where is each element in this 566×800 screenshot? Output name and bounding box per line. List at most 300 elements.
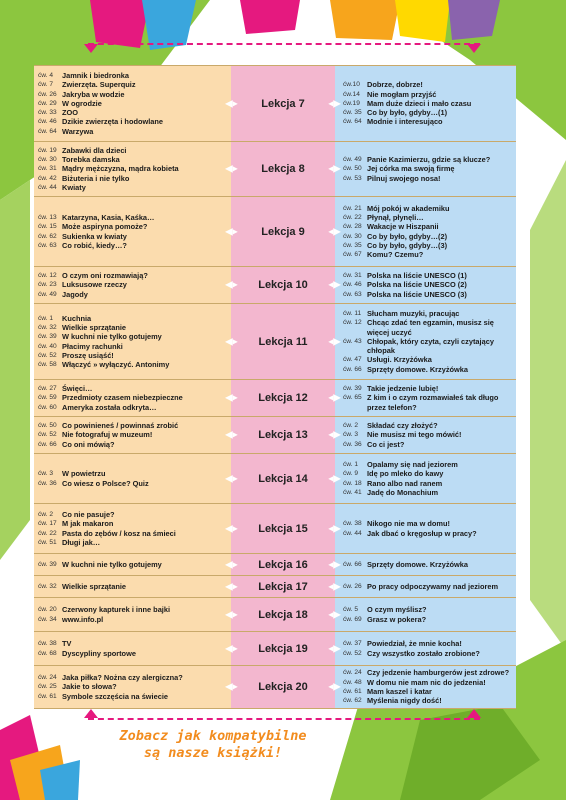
exercise-number: ćw. 66 bbox=[38, 440, 57, 448]
exercise-item bbox=[343, 241, 512, 250]
exercise-item bbox=[343, 649, 512, 658]
exercise-title: W kuchni nie tylko gotujemy bbox=[62, 559, 162, 569]
exercise-title: Pilnuj swojego nosa! bbox=[367, 173, 441, 183]
exercise-number: ćw. 58 bbox=[38, 361, 57, 369]
exercise-item bbox=[343, 393, 512, 412]
top-dashed-arrow-line bbox=[88, 43, 480, 45]
exercise-title: Płynął, płynęli… bbox=[367, 212, 424, 222]
double-arrow-icon: ◀▸ bbox=[225, 473, 238, 484]
exercise-item bbox=[343, 469, 512, 478]
exercise-item bbox=[38, 271, 227, 280]
footer-line-2: są nasze książki! bbox=[143, 745, 283, 761]
exercise-title: Co by było, gdyby…(2) bbox=[367, 231, 448, 241]
exercise-number: ćw. 26 bbox=[38, 90, 57, 98]
exercise-number: ćw. 7 bbox=[38, 81, 54, 89]
exercise-item bbox=[343, 271, 512, 280]
lesson-cell bbox=[225, 576, 341, 597]
exercise-title: Nie fotografuj w muzeum! bbox=[62, 430, 153, 440]
exercise-number: ćw. 23 bbox=[38, 281, 57, 289]
exercise-item bbox=[38, 360, 227, 369]
exercise-title: W ogrodzie bbox=[62, 98, 102, 108]
exercise-number: ćw. 60 bbox=[38, 403, 57, 411]
exercise-list-a bbox=[34, 666, 231, 708]
exercise-list-b bbox=[335, 666, 516, 708]
exercise-list-a bbox=[34, 197, 231, 266]
exercise-item bbox=[38, 80, 227, 89]
exercise-title: M jak makaron bbox=[62, 519, 114, 529]
exercise-item bbox=[343, 605, 512, 614]
exercise-title: Nikogo nie ma w domu! bbox=[367, 519, 450, 529]
exercise-number: ćw. 37 bbox=[343, 640, 362, 648]
lesson-cell bbox=[225, 666, 341, 708]
exercise-number: ćw. 38 bbox=[38, 640, 57, 648]
exercise-title: Warzywa bbox=[62, 126, 94, 136]
exercise-number: ćw. 22 bbox=[38, 529, 57, 537]
exercise-number: ćw. 43 bbox=[343, 337, 362, 345]
lesson-row bbox=[34, 304, 516, 380]
exercise-number: ćw. 62 bbox=[343, 697, 362, 705]
exercise-item bbox=[343, 582, 512, 591]
exercise-number: ćw. 39 bbox=[38, 333, 57, 341]
exercise-number: ćw. 39 bbox=[38, 560, 57, 568]
exercise-number: ćw. 13 bbox=[38, 213, 57, 221]
exercise-number: ćw. 59 bbox=[38, 394, 57, 402]
exercise-title: Myślenia nigdy dość! bbox=[367, 696, 442, 706]
exercise-item bbox=[343, 384, 512, 393]
double-arrow-icon: ◂▶ bbox=[328, 473, 341, 484]
lesson-label: Lekcja 15 bbox=[258, 522, 308, 535]
exercise-title: Polska na liście UNESCO (3) bbox=[367, 289, 467, 299]
purple-paper bbox=[448, 0, 500, 40]
lesson-cell bbox=[225, 380, 341, 416]
exercise-title: Jamnik i biedronka bbox=[62, 70, 129, 80]
exercise-item bbox=[343, 460, 512, 469]
exercise-title: Chłopak, który czyta, czyli czytający chłopak bbox=[367, 336, 494, 356]
exercise-number: ćw. 32 bbox=[38, 582, 57, 590]
exercise-list-b bbox=[335, 267, 516, 303]
exercise-title: Polska na liście UNESCO (1) bbox=[367, 271, 467, 281]
yellow-paper bbox=[395, 0, 450, 42]
exercise-title: Jakie to słowa? bbox=[62, 682, 117, 692]
exercise-title: Mądry mężczyzna, mądra kobieta bbox=[62, 164, 179, 174]
exercise-item bbox=[343, 560, 512, 569]
exercise-item bbox=[343, 678, 512, 687]
exercise-title: Święci… bbox=[62, 384, 93, 394]
double-arrow-icon: ◂▶ bbox=[328, 581, 341, 592]
lesson-table bbox=[34, 65, 516, 709]
exercise-number: ćw. 24 bbox=[38, 674, 57, 682]
exercise-title: Długi jak… bbox=[62, 537, 101, 547]
lesson-label: Lekcja 19 bbox=[258, 642, 308, 655]
exercise-item bbox=[343, 222, 512, 231]
exercise-item bbox=[38, 99, 227, 108]
lesson-cell bbox=[225, 504, 341, 553]
exercise-title: Wielkie sprzątanie bbox=[62, 322, 127, 332]
exercise-list-a bbox=[34, 142, 231, 196]
exercise-number: ćw. 41 bbox=[343, 488, 362, 496]
exercise-title: Modnie i interesująco bbox=[367, 117, 443, 127]
exercise-title: Jak dbać o kręgosłup w pracy? bbox=[367, 528, 477, 538]
exercise-title: Opalamy się nad jeziorem bbox=[367, 459, 458, 469]
exercise-item bbox=[38, 117, 227, 126]
exercise-number: ćw. 12 bbox=[38, 272, 57, 280]
exercise-item bbox=[343, 355, 512, 364]
exercise-item bbox=[343, 309, 512, 318]
exercise-number: ćw. 35 bbox=[343, 241, 362, 249]
double-arrow-icon: ◀▸ bbox=[225, 523, 238, 534]
exercise-item bbox=[343, 204, 512, 213]
lesson-label: Lekcja 16 bbox=[258, 558, 308, 571]
exercise-number: ćw. 62 bbox=[38, 232, 57, 240]
exercise-number: ćw. 52 bbox=[38, 431, 57, 439]
lesson-label: Lekcja 20 bbox=[258, 681, 308, 693]
exercise-title: Jakryba w wodzie bbox=[62, 89, 125, 99]
lesson-cell bbox=[225, 304, 341, 379]
lesson-row bbox=[34, 576, 516, 598]
lesson-label: Lekcja 13 bbox=[258, 429, 308, 441]
exercise-list-a bbox=[34, 267, 231, 303]
exercise-title: TV bbox=[62, 639, 72, 649]
lesson-cell bbox=[225, 142, 341, 196]
lesson-label: Lekcja 7 bbox=[261, 97, 305, 110]
exercise-item bbox=[38, 430, 227, 439]
double-arrow-icon: ◀▸ bbox=[225, 279, 238, 291]
double-arrow-icon: ◀▸ bbox=[225, 681, 238, 693]
exercise-title: Chcąc zdać ten egzamin, musisz się więcej uczyć bbox=[367, 318, 494, 337]
up-arrow-icon bbox=[84, 709, 98, 718]
exercise-item bbox=[38, 351, 227, 360]
exercise-number: ćw. 64 bbox=[38, 127, 57, 135]
double-arrow-icon: ◂▶ bbox=[328, 681, 341, 693]
exercise-item bbox=[343, 250, 512, 259]
exercise-list-b bbox=[335, 197, 516, 266]
exercise-number: ćw. 30 bbox=[343, 232, 362, 240]
exercise-item bbox=[38, 538, 227, 547]
lesson-cell bbox=[225, 632, 341, 665]
exercise-item bbox=[38, 146, 227, 155]
exercise-item bbox=[38, 232, 227, 241]
exercise-item bbox=[38, 323, 227, 332]
exercise-title: Rano albo nad ranem bbox=[367, 478, 443, 488]
exercise-item bbox=[38, 692, 227, 701]
double-arrow-icon: ◀▸ bbox=[225, 429, 238, 441]
exercise-item bbox=[343, 696, 512, 705]
exercise-list-b bbox=[335, 454, 516, 503]
exercise-title: Mam kaszel i katar bbox=[367, 687, 432, 696]
exercise-number: ćw. 1 bbox=[343, 460, 359, 468]
exercise-title: W powietrzu bbox=[62, 469, 106, 479]
lesson-cell bbox=[225, 197, 341, 266]
exercise-title: Ameryka została odkryta… bbox=[62, 402, 157, 412]
exercise-title: Jadę do Monachium bbox=[367, 487, 439, 497]
exercise-number: ćw. 22 bbox=[343, 213, 362, 221]
exercise-item bbox=[343, 615, 512, 624]
exercise-title: Co ci jest? bbox=[367, 439, 405, 449]
exercise-number: ćw. 17 bbox=[38, 520, 57, 528]
exercise-number: ćw. 64 bbox=[343, 118, 362, 126]
exercise-item bbox=[343, 519, 512, 528]
exercise-item bbox=[38, 314, 227, 323]
exercise-title: Płacimy rachunki bbox=[62, 341, 123, 351]
magenta-paper bbox=[90, 0, 150, 48]
exercise-list-a bbox=[34, 417, 231, 453]
exercise-item bbox=[38, 155, 227, 164]
double-arrow-icon: ◂▶ bbox=[328, 643, 341, 654]
exercise-number: ćw. 51 bbox=[38, 538, 57, 546]
lesson-cell bbox=[225, 598, 341, 631]
exercise-number: ćw.19 bbox=[343, 99, 360, 107]
exercise-title: Dyscypliny sportowe bbox=[62, 648, 136, 658]
exercise-number: ćw.14 bbox=[343, 90, 360, 98]
exercise-number: ćw. 20 bbox=[38, 606, 57, 614]
exercise-number: ćw. 39 bbox=[343, 385, 362, 393]
exercise-number: ćw. 15 bbox=[38, 223, 57, 231]
lesson-cell bbox=[225, 66, 341, 141]
exercise-number: ćw. 11 bbox=[343, 309, 362, 317]
exercise-item bbox=[343, 687, 512, 696]
exercise-item bbox=[38, 71, 227, 80]
exercise-number: ćw. 49 bbox=[38, 290, 57, 298]
exercise-item bbox=[343, 488, 512, 497]
exercise-list-a bbox=[34, 554, 231, 575]
exercise-title: Powiedział, że mnie kocha! bbox=[367, 639, 462, 649]
exercise-title: Co nie pasuje? bbox=[62, 509, 115, 519]
exercise-title: Co by było, gdyby…(3) bbox=[367, 240, 448, 250]
exercise-item bbox=[343, 155, 512, 164]
exercise-title: W kuchni nie tylko gotujemy bbox=[62, 332, 162, 342]
exercise-title: Panie Kazimierzu, gdzie są klucze? bbox=[367, 155, 491, 165]
exercise-title: Wakacje w Hiszpanii bbox=[367, 222, 439, 232]
exercise-list-b bbox=[335, 504, 516, 553]
exercise-item bbox=[343, 174, 512, 183]
exercise-number: ćw. 5 bbox=[343, 606, 359, 614]
double-arrow-icon: ◀▸ bbox=[225, 581, 238, 592]
exercise-item bbox=[38, 403, 227, 412]
lesson-cell bbox=[225, 267, 341, 303]
exercise-title: Jej córka ma swoją firmę bbox=[367, 164, 455, 174]
exercise-title: Włączyć » wyłączyć. Antonimy bbox=[62, 360, 170, 370]
exercise-item bbox=[343, 421, 512, 430]
exercise-item bbox=[38, 127, 227, 136]
exercise-list-a bbox=[34, 598, 231, 631]
exercise-item bbox=[343, 529, 512, 538]
double-arrow-icon: ◂▶ bbox=[328, 609, 341, 620]
lesson-row bbox=[34, 554, 516, 576]
exercise-item bbox=[38, 183, 227, 192]
exercise-number: ćw. 52 bbox=[343, 649, 362, 657]
exercise-item bbox=[38, 222, 227, 231]
exercise-number: ćw. 40 bbox=[38, 342, 57, 350]
exercise-number: ćw. 38 bbox=[343, 520, 362, 528]
exercise-title: Biżuteria i nie tylko bbox=[62, 173, 130, 183]
exercise-number: ćw. 61 bbox=[343, 688, 362, 695]
double-arrow-icon: ◂▶ bbox=[328, 392, 341, 404]
double-arrow-icon: ◂▶ bbox=[328, 98, 341, 109]
exercise-item bbox=[343, 99, 512, 108]
exercise-item bbox=[38, 519, 227, 528]
exercise-list-b bbox=[335, 554, 516, 575]
exercise-title: Grasz w pokera? bbox=[367, 614, 427, 624]
exercise-item bbox=[343, 430, 512, 439]
exercise-number: ćw. 12 bbox=[343, 319, 362, 327]
exercise-number: ćw. 50 bbox=[38, 422, 57, 430]
exercise-title: Co powinieneś / powinnaś zrobić bbox=[62, 421, 179, 431]
exercise-list-b bbox=[335, 598, 516, 631]
green-shape-left-mid bbox=[0, 180, 30, 560]
exercise-item bbox=[38, 164, 227, 173]
lesson-row bbox=[34, 666, 516, 709]
exercise-title: Sprzęty domowe. Krzyżówka bbox=[367, 559, 469, 569]
exercise-number: ćw. 18 bbox=[343, 479, 362, 487]
exercise-item bbox=[343, 213, 512, 222]
exercise-title: Symbole szczęścia na świecie bbox=[62, 691, 168, 701]
lesson-row bbox=[34, 598, 516, 632]
exercise-number: ćw. 67 bbox=[343, 251, 362, 259]
exercise-item bbox=[343, 479, 512, 488]
double-arrow-icon: ◀▸ bbox=[225, 559, 238, 570]
exercise-list-b bbox=[335, 380, 516, 416]
orange-paper bbox=[330, 0, 400, 40]
exercise-title: Jaka piłka? Nożna czy alergiczna? bbox=[62, 673, 183, 683]
exercise-number: ćw. 33 bbox=[38, 109, 57, 117]
exercise-item bbox=[38, 241, 227, 250]
double-arrow-icon: ◀▸ bbox=[225, 643, 238, 654]
double-arrow-icon: ◂▶ bbox=[328, 559, 341, 570]
bottom-dashed-arrow-line bbox=[88, 718, 480, 720]
lesson-row bbox=[34, 454, 516, 504]
exercise-title: Komu? Czemu? bbox=[367, 250, 424, 260]
exercise-number: ćw. 36 bbox=[343, 440, 362, 448]
exercise-item bbox=[38, 560, 227, 569]
exercise-title: Jagody bbox=[62, 289, 88, 299]
magenta-paper-2 bbox=[240, 0, 300, 34]
double-arrow-icon: ◀▸ bbox=[225, 163, 238, 175]
exercise-number: ćw. 1 bbox=[38, 314, 54, 322]
exercise-list-b bbox=[335, 576, 516, 597]
exercise-number: ćw. 29 bbox=[38, 99, 57, 107]
exercise-item bbox=[343, 164, 512, 173]
exercise-item bbox=[38, 90, 227, 99]
lesson-row bbox=[34, 380, 516, 417]
exercise-item bbox=[38, 682, 227, 691]
exercise-number: ćw. 21 bbox=[343, 204, 362, 212]
exercise-number: ćw. 9 bbox=[343, 470, 359, 478]
exercise-item bbox=[343, 639, 512, 648]
lesson-row bbox=[34, 197, 516, 267]
exercise-item bbox=[38, 615, 227, 624]
exercise-title: www.info.pl bbox=[62, 614, 104, 624]
exercise-number: ćw. 65 bbox=[343, 394, 362, 402]
exercise-title: Składać czy złożyć? bbox=[367, 421, 438, 431]
exercise-number: ćw. 69 bbox=[343, 615, 362, 623]
exercise-number: ćw. 26 bbox=[343, 582, 362, 590]
exercise-item bbox=[38, 649, 227, 658]
exercise-title: O czym myślisz? bbox=[367, 605, 427, 615]
exercise-item bbox=[38, 108, 227, 117]
lesson-label: Lekcja 11 bbox=[258, 335, 308, 348]
down-arrow-icon bbox=[84, 44, 98, 53]
exercise-item bbox=[38, 582, 227, 591]
exercise-title: Czy wszystko zostało zrobione? bbox=[367, 648, 480, 658]
exercise-title: Przedmioty czasem niebezpieczne bbox=[62, 393, 183, 403]
lesson-label: Lekcja 17 bbox=[258, 580, 308, 593]
up-arrow-icon bbox=[467, 709, 481, 718]
lesson-label: Lekcja 9 bbox=[261, 225, 305, 238]
exercise-title: ZOO bbox=[62, 108, 79, 118]
exercise-item bbox=[343, 318, 512, 337]
exercise-title: Proszę usiąść! bbox=[62, 350, 114, 360]
exercise-number: ćw. 3 bbox=[38, 470, 54, 478]
exercise-number: ćw. 32 bbox=[38, 323, 57, 331]
exercise-title: Mój pokój w akademiku bbox=[367, 203, 450, 213]
exercise-item bbox=[38, 673, 227, 682]
exercise-title: Po pracy odpoczywamy nad jeziorem bbox=[367, 581, 499, 591]
exercise-number: ćw. 52 bbox=[38, 351, 57, 359]
exercise-list-b bbox=[335, 304, 516, 379]
exercise-title: Co robić, kiedy…? bbox=[62, 240, 127, 250]
exercise-number: ćw. 44 bbox=[343, 529, 362, 537]
exercise-title: Wielkie sprzątanie bbox=[62, 581, 127, 591]
exercise-item bbox=[38, 290, 227, 299]
exercise-item bbox=[343, 290, 512, 299]
lesson-label: Lekcja 18 bbox=[258, 608, 308, 621]
exercise-item bbox=[343, 90, 512, 99]
double-arrow-icon: ◀▸ bbox=[225, 392, 238, 404]
footer-slogan bbox=[88, 728, 338, 762]
exercise-title: Co by było, gdyby…(1) bbox=[367, 108, 448, 118]
exercise-number: ćw. 66 bbox=[343, 365, 362, 373]
exercise-item bbox=[343, 668, 512, 677]
double-arrow-icon: ◂▶ bbox=[328, 226, 341, 237]
exercise-item bbox=[38, 479, 227, 488]
lesson-label: Lekcja 8 bbox=[261, 163, 305, 175]
exercise-number: ćw. 34 bbox=[38, 615, 57, 623]
double-arrow-icon: ◂▶ bbox=[328, 429, 341, 441]
lesson-row bbox=[34, 66, 516, 142]
exercise-number: ćw. 19 bbox=[38, 146, 57, 154]
exercise-item bbox=[343, 232, 512, 241]
double-arrow-icon: ◀▸ bbox=[225, 226, 238, 237]
exercise-title: Nie musisz mi tego mówić! bbox=[367, 430, 462, 440]
exercise-number: ćw. 2 bbox=[343, 422, 359, 430]
exercise-title: Co wiesz o Polsce? Quiz bbox=[62, 478, 149, 488]
exercise-list-a bbox=[34, 632, 231, 665]
exercise-title: Takie jedzenie lubię! bbox=[367, 384, 439, 394]
exercise-title: Pasta do zębów / kosz na śmieci bbox=[62, 528, 176, 538]
exercise-title: Zabawki dla dzieci bbox=[62, 145, 127, 155]
exercise-title: Może aspiryna pomoże? bbox=[62, 222, 148, 232]
exercise-title: W domu nie mam nic do jedzenia! bbox=[367, 677, 486, 687]
lesson-cell bbox=[225, 554, 341, 575]
double-arrow-icon: ◂▶ bbox=[328, 163, 341, 175]
exercise-title: Usługi. Krzyżówka bbox=[367, 355, 432, 365]
exercise-title: Idę po mleko do kawy bbox=[367, 469, 444, 479]
exercise-number: ćw. 31 bbox=[343, 272, 362, 280]
exercise-number: ćw. 68 bbox=[38, 649, 57, 657]
exercise-number: ćw.10 bbox=[343, 81, 360, 89]
exercise-list-a bbox=[34, 304, 231, 379]
lesson-label: Lekcja 12 bbox=[258, 392, 308, 404]
double-arrow-icon: ◂▶ bbox=[328, 523, 341, 534]
lesson-label: Lekcja 14 bbox=[258, 472, 308, 485]
exercise-title: Luksusowe rzeczy bbox=[62, 280, 127, 290]
exercise-number: ćw. 27 bbox=[38, 385, 57, 393]
exercise-item bbox=[38, 469, 227, 478]
exercise-title: Polska na liście UNESCO (2) bbox=[367, 280, 467, 290]
exercise-number: ćw. 46 bbox=[343, 281, 362, 289]
exercise-item bbox=[38, 639, 227, 648]
exercise-title: Co oni mówią? bbox=[62, 439, 115, 449]
